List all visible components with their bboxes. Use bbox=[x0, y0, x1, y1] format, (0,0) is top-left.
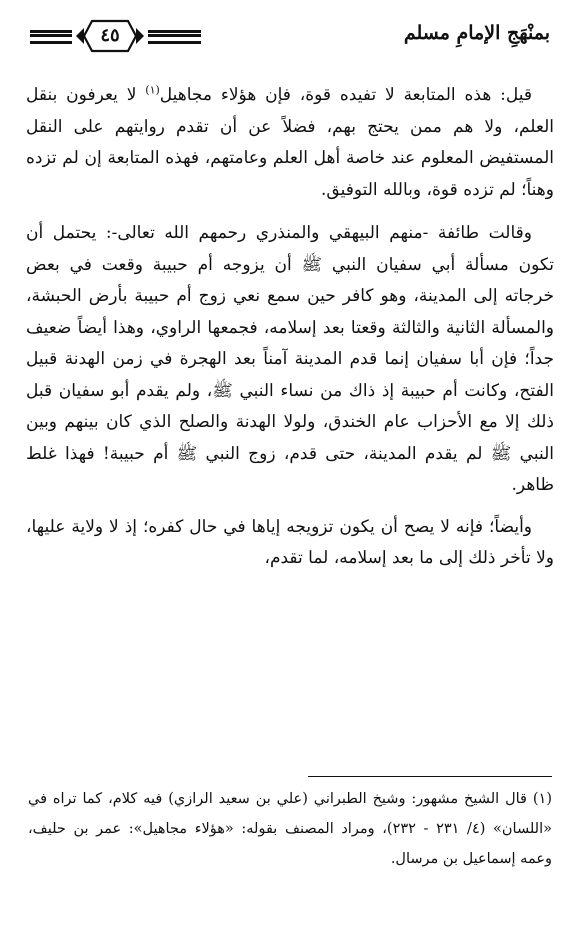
page-number-badge bbox=[76, 18, 144, 54]
paragraph-1-continuation: لا يعرفون بنقل العلم، ولا هم ممن يحتج بهم، فضلاً عن أن تقدم روايتهم على النقل المستفيض المعلوم عند خاصة أهل العلم وعامتهم، فهذه المتابعة إن لم تزده وهناً؛ لم تزده قوة، وبالله التوفيق. bbox=[26, 85, 554, 200]
body-text bbox=[26, 80, 554, 585]
header-ornament-rule-left bbox=[30, 30, 72, 44]
running-title: بمنْهَجِ الإمامِ مسلم bbox=[403, 22, 550, 44]
footnote-reference: (١) bbox=[145, 83, 160, 97]
page-header bbox=[30, 18, 550, 58]
footnote-divider bbox=[308, 776, 552, 777]
paragraph-3: وأيضاً؛ فإنه لا يصح أن يكون تزويجه إياها في حال كفره؛ إذ لا ولاية عليها، ولا تأخر ذلك إلى ما بعد إسلامه، لما تقدم، bbox=[26, 516, 554, 568]
header-ornament-rule-right bbox=[148, 30, 201, 44]
footnote bbox=[28, 784, 552, 874]
footnote-text: (١) قال الشيخ مشهور: وشيخ الطبراني (علي بن سعيد الرازي) فيه كلام، كما تراه في «اللسان» (٤/ ٢٣١ - ٢٣٢)، ومراد المصنف بقوله: «هؤلاء مجاهيل»: عمر بن حليف، وعمه إسماعيل بن مرسال. bbox=[28, 791, 552, 867]
paragraph-1-text: قيل: هذه المتابعة لا تفيده قوة، فإن هؤلاء مجاهيل bbox=[159, 85, 532, 105]
page-number: ٤٥ bbox=[100, 25, 120, 46]
paragraph-2: وقالت طائفة -منهم البيهقي والمنذري رحمهم الله تعالى-: يحتمل أن تكون مسألة أبي سفيان النبي ﷺ أن يزوجه أم حبيبة وقعت في بعض خرجاته إلى المدينة، وهو كافر حين سمع نعي زوج أم حبيبة بأرض الحبشة، والمسألة الثانية والثالثة وقعتا بعد إسلامه، فجمعها الراوي، وهذا أيضاً ضعيف جداً؛ فإن أبا سفيان إنما قدم المدينة آمناً بعد الهجرة في زمن الهدنة قبيل الفتح، وكانت أم حبيبة إذ ذاك من نساء النبي ﷺ، ولم يقدم أبو سفيان قبل ذلك إلا مع الأحزاب عام الخندق، ولولا الهدنة والصلح الذي كان بينهم وبين النبي ﷺ لم يقدم المدينة، حتى قدم، زوج النبي ﷺ أم حبيبة! فهذا غلط ظاهر. bbox=[26, 223, 554, 495]
paragraph-1 bbox=[26, 80, 554, 206]
